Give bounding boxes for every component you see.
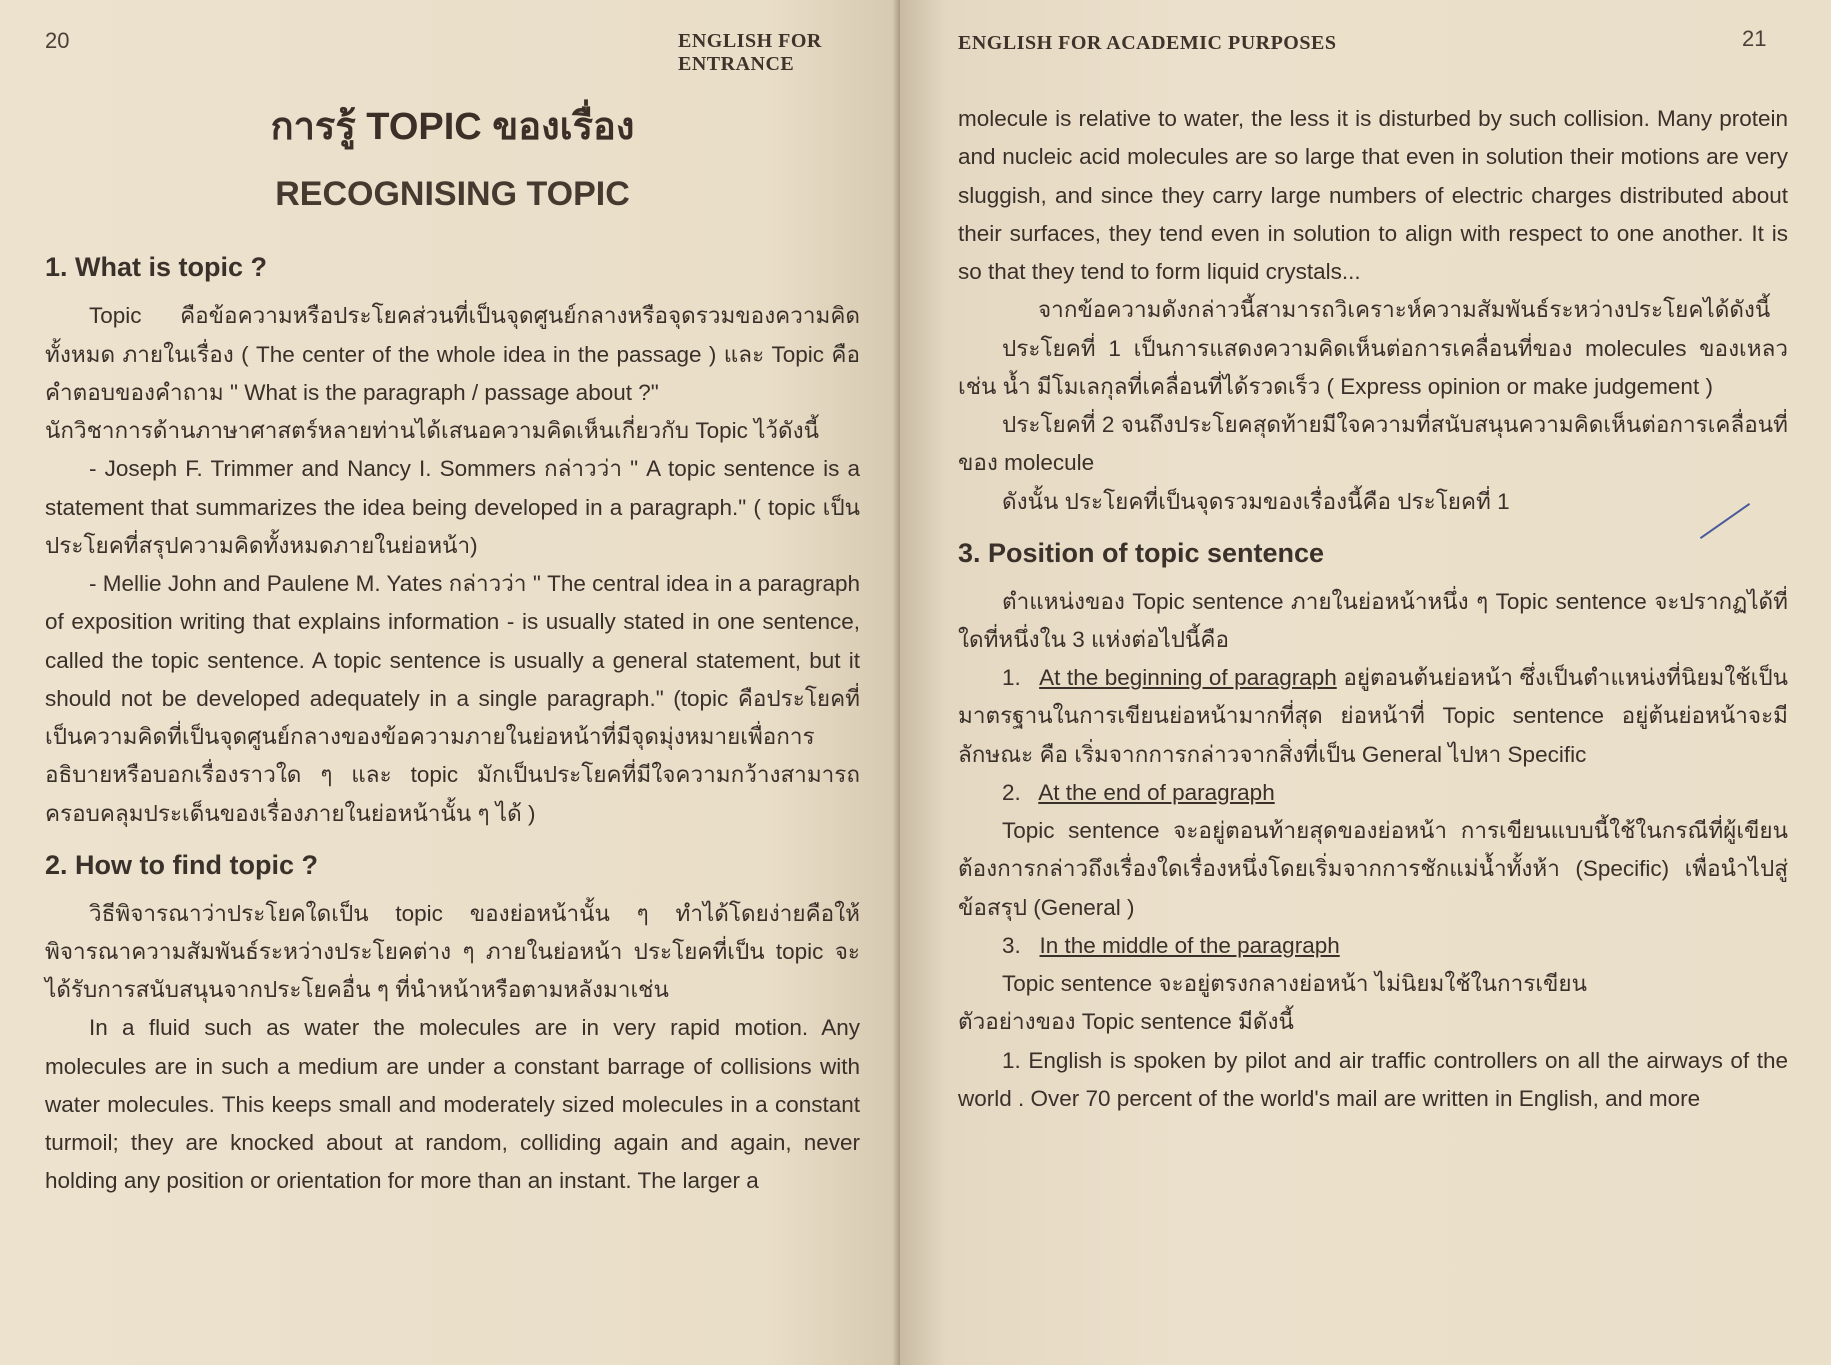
right-page-body — [958, 100, 1788, 1118]
item-number: 3. — [1002, 932, 1021, 958]
item-number: 2. — [1002, 779, 1021, 805]
left-page-body — [45, 95, 860, 1201]
position-item-end — [958, 774, 1788, 812]
paragraph: นักวิชาการด้านภาษาศาสตร์หลายท่านได้เสนอความคิดเห็นเกี่ยวกับ Topic ไว้ดังนี้ — [45, 418, 820, 444]
item-number: 1. — [1002, 665, 1021, 691]
section-heading-position-of-topic: 3. Position of topic sentence — [958, 537, 1325, 568]
paragraph: ตำแหน่งของ Topic sentence ภายในย่อหน้าหนึ่ง ๆ Topic sentence จะปรากฏได้ที่ใดที่หนึ่งใน 3 แห่งต่อไปนี้คือ — [958, 588, 1788, 652]
chapter-title-thai: การรู้ TOPIC ของเรื่อง — [270, 106, 635, 148]
right-page — [900, 0, 1831, 1365]
quote-john-yates: - Mellie John and Paulene M. Yates กล่าวว่า " The central idea in a paragraph of exposition writing that explains information - is usually stated in one sentence, called the topic sentence. A topic sentence is usually a general statement, but it should not be developed adequately in a single paragraph." (topic คือประโยคที่เป็นความคิดที่เป็นจุดศูนย์กลางของข้อความภายในย่อหน้าที่มีจุดมุ่งหมายเพื่อการอธิบายหรือบอกเรื่องราวใด ๆ และ topic มักเป็นประโยคที่มีใจความกว้างสามารถครอบคลุมประเด็นของเรื่องภายในย่อหน้านั้น ๆ ได้ ) — [45, 571, 860, 826]
page-number: 21 — [1742, 26, 1767, 51]
section-heading-what-is-topic: 1. What is topic ? — [45, 252, 268, 283]
position-item-middle — [958, 927, 1788, 965]
analysis-sentence-2: ประโยคที่ 2 จนถึงประโยคสุดท้ายมีใจความที่สนับสนุนความคิดเห็นต่อการเคลื่อนที่ของ molecule — [958, 412, 1788, 476]
item-title: At the beginning of paragraph — [1039, 665, 1337, 691]
example-passage-continued: molecule is relative to water, the less it is disturbed by such collision. Many protein and nucleic acid molecules are so large that even in solution their motions are very sluggish, and since they carry large numbers of electric charges distributed about their surfaces, they tend even in solution to align with respect to one another. It is so that they tend to form liquid crystals... — [958, 106, 1788, 284]
item-title: At the end of paragraph — [1038, 779, 1275, 805]
section-heading-how-to-find-topic: 2. How to find topic ? — [45, 849, 318, 880]
conclusion: ดังนั้น ประโยคที่เป็นจุดรวมของเรื่องนี้คือ ประโยคที่ 1 — [1002, 488, 1510, 514]
page-number: 20 — [45, 28, 70, 53]
example-passage: In a fluid such as water the molecules are in very rapid motion. Any molecules are in such a medium are under a constant barrage of collisions with water molecules. This keeps small and moderately sized molecules in a constant turmoil; they are knocked about at random, colliding again and again, never holding any position or orientation for more than an instant. The larger a — [45, 1015, 860, 1194]
paragraph: จากข้อความดังกล่าวนี้สามารถวิเคราะห์ความสัมพันธ์ระหว่างประโยคได้ดังนี้ — [1038, 297, 1771, 323]
item-text: Topic sentence จะอยู่ตอนท้ายสุดของย่อหน้า การเขียนแบบนี้ใช้ในกรณีที่ผู้เขียนต้องการกล่าวถึงเรื่องใดเรื่องหนึ่งโดยเริ่มจากการชักแม่น้ำทั้งห้า (Specific) เพื่อนำไปสู่ข้อสรุป (General ) — [958, 818, 1788, 920]
examples-heading: ตัวอย่างของ Topic sentence มีดังนี้ — [958, 1009, 1294, 1035]
quote-trimmer-sommers: - Joseph F. Trimmer and Nancy I. Sommers กล่าวว่า " A topic sentence is a statement that summarizes the idea being developed in a paragraph." ( topic เป็นประโยคที่สรุปความคิดทั้งหมดภายในย่อหน้า) — [45, 456, 860, 558]
paragraph: วิธีพิจารณาว่าประโยคใดเป็น topic ของย่อหน้านั้น ๆ ทำได้โดยง่ายคือให้พิจารณาความสัมพันธ์ระหว่างประโยคต่าง ๆ ภายในย่อหน้า ประโยคที่เป็น topic จะได้รับการสนับสนุนจากประโยคอื่น ๆ ที่นำหน้าหรือตามหลังมาเช่น — [45, 900, 860, 1003]
item-text: Topic sentence จะอยู่ตรงกลางย่อหน้า ไม่นิยมใช้ในการเขียน — [1002, 971, 1587, 997]
item-title: In the middle of the paragraph — [1039, 932, 1340, 958]
left-page — [0, 0, 900, 1365]
running-head: ENGLISH FOR ACADEMIC PURPOSES — [958, 32, 1337, 54]
item-text: อยู่ตอนต้นย่อหน้า ซึ่งเป็นตำแหน่งที่นิยมใช้เป็นมาตรฐานในการเขียนย่อหน้ามากที่สุด ย่อหน้าที่ Topic sentence อยู่ต้นย่อหน้าจะมีลักษณะ คือ เริ่มจากการกล่าวจากสิ่งที่เป็น General ไปหา Specific — [958, 665, 1788, 767]
analysis-sentence-1: ประโยคที่ 1 เป็นการแสดงความคิดเห็นต่อการเคลื่อนที่ของ molecules ของเหลว เช่น น้ำ มีโมเลกุลที่เคลื่อนที่ได้รวดเร็ว ( Express opinion or make judgement ) — [958, 335, 1788, 399]
paragraph: Topic คือข้อความหรือประโยคส่วนที่เป็นจุดศูนย์กลางหรือจุดรวมของความคิดทั้งหมด ภายในเรื่อง ( The center of the whole idea in the passage ) และ Topic คือคำตอบของคำถาม " What is the paragraph / passage about ?" — [45, 303, 860, 405]
position-item-beginning — [958, 659, 1788, 774]
chapter-title-english: RECOGNISING TOPIC — [275, 174, 630, 213]
example-sentence: 1. English is spoken by pilot and air traffic controllers on all the airways of the world . Over 70 percent of the world's mail are written in English, and more — [958, 1047, 1788, 1111]
running-head: ENGLISH FOR ENTRANCE — [678, 30, 822, 75]
